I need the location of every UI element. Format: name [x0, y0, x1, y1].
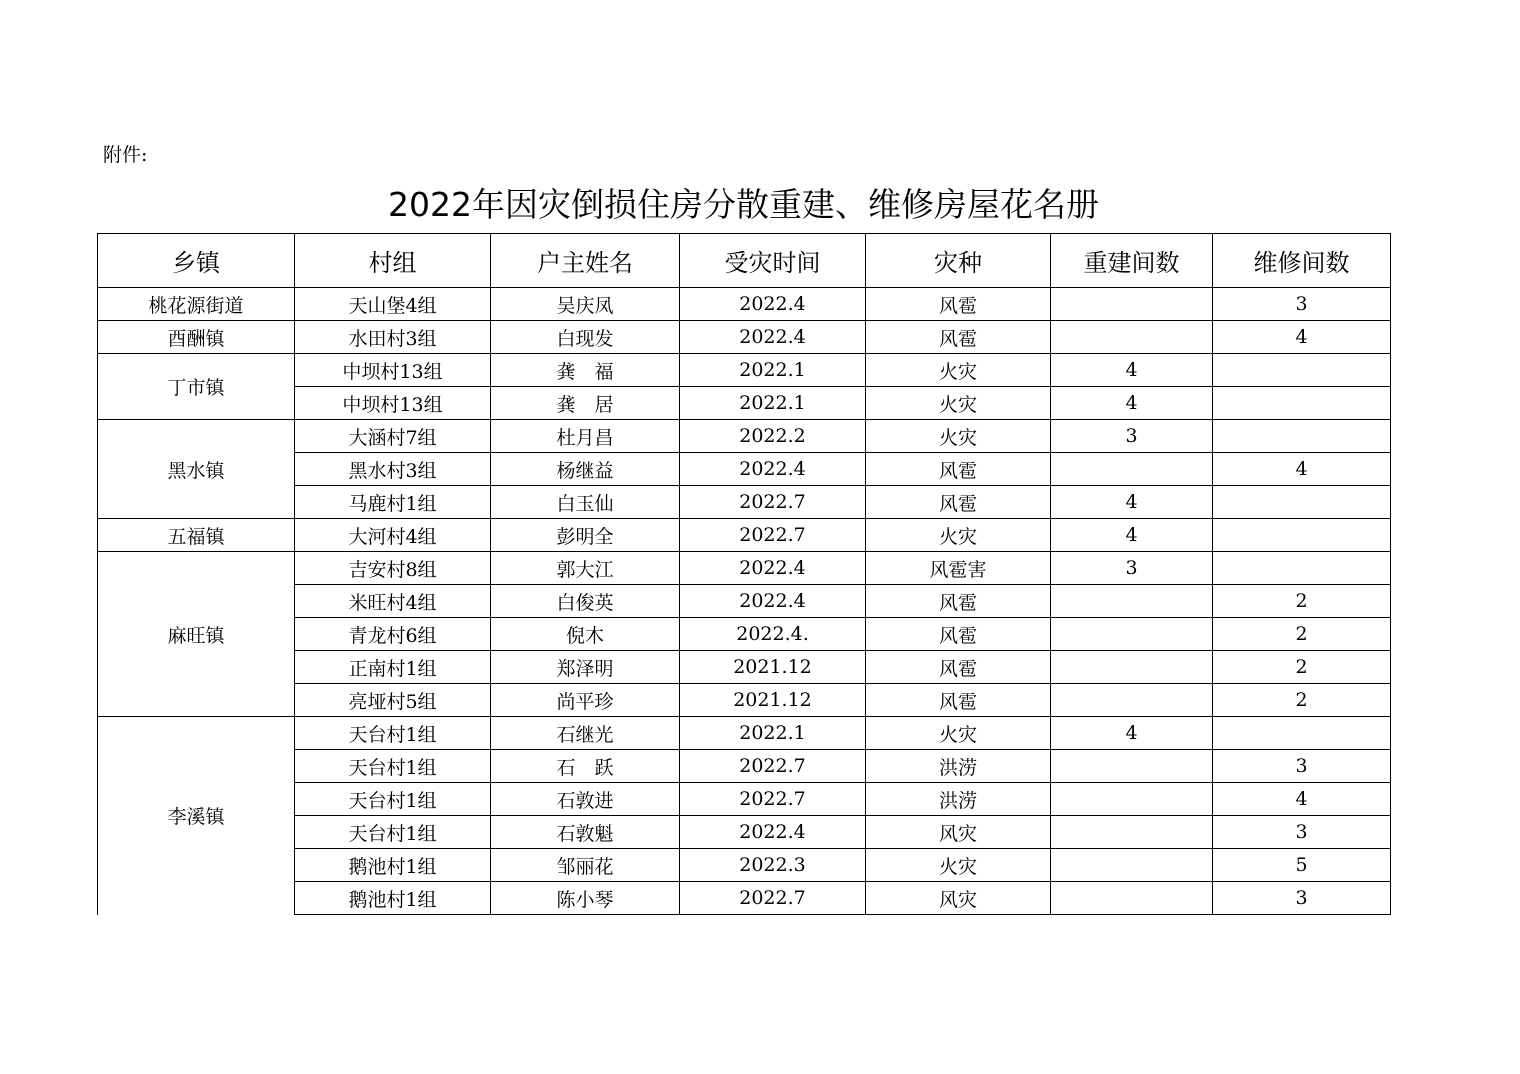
- rebuild-rooms-cell: 3: [1051, 552, 1213, 585]
- rebuild-rooms-cell: 4: [1051, 519, 1213, 552]
- repair-rooms-cell: 2: [1213, 585, 1391, 618]
- disaster-date-cell: 2022.4: [680, 288, 866, 321]
- village-cell: 天台村1组: [295, 750, 491, 783]
- disaster-type-cell: 风雹: [866, 486, 1051, 519]
- repair-rooms-cell: [1213, 717, 1391, 750]
- repair-rooms-cell: 4: [1213, 453, 1391, 486]
- disaster-date-cell: 2022.7: [680, 486, 866, 519]
- disaster-date-cell: 2022.7: [680, 783, 866, 816]
- repair-rooms-cell: [1213, 387, 1391, 420]
- repair-rooms-cell: 5: [1213, 849, 1391, 882]
- village-cell: 大河村4组: [295, 519, 491, 552]
- repair-rooms-cell: [1213, 420, 1391, 453]
- rebuild-rooms-cell: 4: [1051, 354, 1213, 387]
- rebuild-rooms-cell: [1051, 816, 1213, 849]
- village-cell: 鹅池村1组: [295, 849, 491, 882]
- rebuild-rooms-cell: 4: [1051, 387, 1213, 420]
- disaster-date-cell: 2022.4: [680, 321, 866, 354]
- owner-name-cell: 郑泽明: [491, 651, 680, 684]
- rebuild-rooms-cell: [1051, 585, 1213, 618]
- rebuild-rooms-cell: [1051, 849, 1213, 882]
- disaster-type-cell: 洪涝: [866, 750, 1051, 783]
- disaster-type-cell: 洪涝: [866, 783, 1051, 816]
- village-cell: 天台村1组: [295, 816, 491, 849]
- repair-rooms-cell: 3: [1213, 288, 1391, 321]
- attachment-label: 附件:: [103, 144, 148, 166]
- village-cell: 天台村1组: [295, 717, 491, 750]
- disaster-date-cell: 2022.3: [680, 849, 866, 882]
- village-cell: 亮垭村5组: [295, 684, 491, 717]
- owner-name-cell: 白玉仙: [491, 486, 680, 519]
- rebuild-rooms-cell: 3: [1051, 420, 1213, 453]
- rebuild-rooms-cell: [1051, 750, 1213, 783]
- rebuild-rooms-cell: [1051, 684, 1213, 717]
- owner-name-cell: 倪木: [491, 618, 680, 651]
- header-repair-rooms: 维修间数: [1213, 234, 1391, 288]
- village-cell: 天台村1组: [295, 783, 491, 816]
- repair-rooms-cell: 4: [1213, 321, 1391, 354]
- town-cell: 丁市镇: [98, 354, 295, 420]
- owner-name-cell: 杨继益: [491, 453, 680, 486]
- header-rebuild-rooms: 重建间数: [1051, 234, 1213, 288]
- document-title: 2022年因灾倒损住房分散重建、维修房屋花名册: [388, 185, 1099, 224]
- repair-rooms-cell: 2: [1213, 618, 1391, 651]
- table-row: [98, 288, 1391, 321]
- disaster-date-cell: 2022.4: [680, 816, 866, 849]
- village-cell: 正南村1组: [295, 651, 491, 684]
- village-cell: 青龙村6组: [295, 618, 491, 651]
- disaster-date-cell: 2022.7: [680, 882, 866, 915]
- disaster-type-cell: 风雹: [866, 651, 1051, 684]
- disaster-type-cell: 火灾: [866, 519, 1051, 552]
- disaster-type-cell: 火灾: [866, 354, 1051, 387]
- disaster-date-cell: 2022.4: [680, 552, 866, 585]
- disaster-type-cell: 风灾: [866, 882, 1051, 915]
- repair-rooms-cell: [1213, 552, 1391, 585]
- town-cell: 李溪镇: [98, 717, 295, 915]
- table-row: [98, 519, 1391, 552]
- owner-name-cell: 龚 福: [491, 354, 680, 387]
- disaster-type-cell: 风雹: [866, 288, 1051, 321]
- owner-name-cell: 吴庆凤: [491, 288, 680, 321]
- repair-rooms-cell: [1213, 486, 1391, 519]
- disaster-date-cell: 2022.1: [680, 354, 866, 387]
- header-village: 村组: [295, 234, 491, 288]
- town-cell: 桃花源街道: [98, 288, 295, 321]
- table-header-row: [98, 234, 1391, 288]
- table-row: [98, 321, 1391, 354]
- repair-rooms-cell: 4: [1213, 783, 1391, 816]
- repair-rooms-cell: 3: [1213, 750, 1391, 783]
- village-cell: 大涵村7组: [295, 420, 491, 453]
- rebuild-rooms-cell: [1051, 453, 1213, 486]
- village-cell: 中坝村13组: [295, 387, 491, 420]
- rebuild-rooms-cell: 4: [1051, 486, 1213, 519]
- disaster-type-cell: 风雹: [866, 618, 1051, 651]
- town-cell: 麻旺镇: [98, 552, 295, 717]
- repair-rooms-cell: 2: [1213, 651, 1391, 684]
- disaster-type-cell: 火灾: [866, 717, 1051, 750]
- header-disaster-type: 灾种: [866, 234, 1051, 288]
- owner-name-cell: 石敦进: [491, 783, 680, 816]
- disaster-date-cell: 2022.4.: [680, 618, 866, 651]
- disaster-type-cell: 风灾: [866, 816, 1051, 849]
- owner-name-cell: 石敦魁: [491, 816, 680, 849]
- owner-name-cell: 白俊英: [491, 585, 680, 618]
- village-cell: 黑水村3组: [295, 453, 491, 486]
- disaster-date-cell: 2022.1: [680, 387, 866, 420]
- village-cell: 鹅池村1组: [295, 882, 491, 915]
- owner-name-cell: 石继光: [491, 717, 680, 750]
- repair-rooms-cell: [1213, 519, 1391, 552]
- disaster-type-cell: 风雹: [866, 585, 1051, 618]
- village-cell: 吉安村8组: [295, 552, 491, 585]
- disaster-type-cell: 火灾: [866, 420, 1051, 453]
- town-cell: 酉酬镇: [98, 321, 295, 354]
- repair-rooms-cell: [1213, 354, 1391, 387]
- disaster-date-cell: 2022.7: [680, 519, 866, 552]
- disaster-date-cell: 2022.4: [680, 585, 866, 618]
- rebuild-rooms-cell: [1051, 288, 1213, 321]
- disaster-date-cell: 2022.2: [680, 420, 866, 453]
- rebuild-rooms-cell: [1051, 618, 1213, 651]
- rebuild-rooms-cell: [1051, 882, 1213, 915]
- rebuild-rooms-cell: 4: [1051, 717, 1213, 750]
- village-cell: 马鹿村1组: [295, 486, 491, 519]
- disaster-type-cell: 风雹: [866, 321, 1051, 354]
- header-owner-name: 户主姓名: [491, 234, 680, 288]
- disaster-date-cell: 2022.1: [680, 717, 866, 750]
- owner-name-cell: 杜月昌: [491, 420, 680, 453]
- owner-name-cell: 邹丽花: [491, 849, 680, 882]
- disaster-date-cell: 2021.12: [680, 684, 866, 717]
- table-row: [98, 354, 1391, 387]
- disaster-type-cell: 风雹: [866, 453, 1051, 486]
- header-disaster-date: 受灾时间: [680, 234, 866, 288]
- owner-name-cell: 郭大江: [491, 552, 680, 585]
- rebuild-rooms-cell: [1051, 651, 1213, 684]
- disaster-date-cell: 2022.4: [680, 453, 866, 486]
- town-cell: 五福镇: [98, 519, 295, 552]
- owner-name-cell: 龚 居: [491, 387, 680, 420]
- table-row: [98, 552, 1391, 585]
- disaster-type-cell: 火灾: [866, 849, 1051, 882]
- rebuild-rooms-cell: [1051, 321, 1213, 354]
- disaster-type-cell: 火灾: [866, 387, 1051, 420]
- repair-rooms-cell: 3: [1213, 816, 1391, 849]
- owner-name-cell: 尚平珍: [491, 684, 680, 717]
- household-roster-table: [97, 233, 1391, 915]
- rebuild-rooms-cell: [1051, 783, 1213, 816]
- table-row: [98, 420, 1391, 453]
- village-cell: 中坝村13组: [295, 354, 491, 387]
- disaster-date-cell: 2021.12: [680, 651, 866, 684]
- owner-name-cell: 石 跃: [491, 750, 680, 783]
- village-cell: 天山堡4组: [295, 288, 491, 321]
- village-cell: 米旺村4组: [295, 585, 491, 618]
- repair-rooms-cell: 2: [1213, 684, 1391, 717]
- header-town: 乡镇: [98, 234, 295, 288]
- disaster-date-cell: 2022.7: [680, 750, 866, 783]
- owner-name-cell: 陈小琴: [491, 882, 680, 915]
- disaster-type-cell: 风雹: [866, 684, 1051, 717]
- disaster-type-cell: 风雹害: [866, 552, 1051, 585]
- table-row: [98, 717, 1391, 750]
- owner-name-cell: 彭明全: [491, 519, 680, 552]
- repair-rooms-cell: 3: [1213, 882, 1391, 915]
- village-cell: 水田村3组: [295, 321, 491, 354]
- town-cell: 黑水镇: [98, 420, 295, 519]
- owner-name-cell: 白现发: [491, 321, 680, 354]
